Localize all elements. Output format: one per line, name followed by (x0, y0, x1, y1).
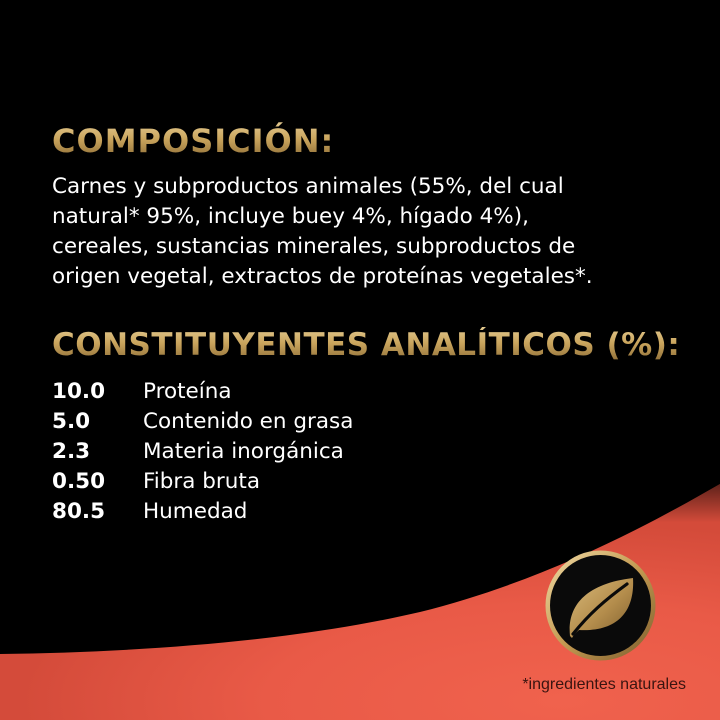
composition-line: cereales, sustancias minerales, subproductos de (52, 234, 576, 259)
constituent-value: 2.3 (52, 438, 91, 464)
constituent-value: 5.0 (52, 408, 91, 434)
constituent-row-protein (52, 376, 353, 406)
constituent-label: Materia inorgánica (143, 438, 344, 464)
constituent-value: 80.5 (52, 498, 106, 524)
footnote-natural-ingredients: *ingredientes naturales (522, 676, 686, 693)
composition-heading: COMPOSICIÓN: (52, 122, 335, 160)
constituent-value: 10.0 (52, 378, 106, 404)
composition-line: origen vegetal, extractos de proteínas vegetales*. (52, 264, 593, 289)
composition-line: Carnes y subproductos animales (55%, del cual (52, 174, 564, 199)
analytical-constituents-list (52, 376, 353, 526)
constituent-row-ash (52, 436, 353, 466)
constituent-value: 0.50 (52, 468, 106, 494)
constituent-row-fibre (52, 466, 353, 496)
constituent-label: Fibra bruta (143, 468, 260, 494)
constituent-row-fat (52, 406, 353, 436)
natural-leaf-badge (543, 548, 658, 663)
analytical-constituents-heading: CONSTITUYENTES ANALÍTICOS (%): (52, 327, 681, 363)
constituent-label: Humedad (143, 498, 248, 524)
composition-line: natural* 95%, incluye buey 4%, hígado 4%), (52, 204, 529, 229)
composition-text (52, 172, 672, 292)
constituent-label: Proteína (143, 378, 232, 404)
constituent-row-moisture (52, 496, 353, 526)
constituent-label: Contenido en grasa (143, 408, 354, 434)
